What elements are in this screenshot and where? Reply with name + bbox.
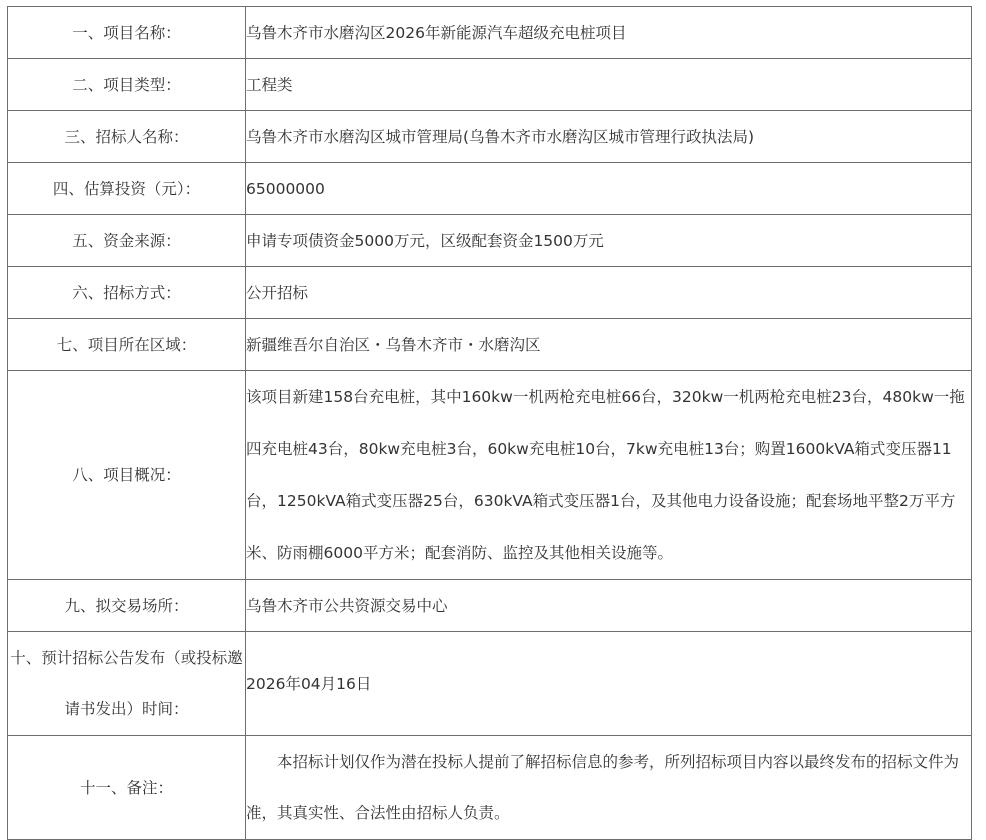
row-label: 一、项目名称： bbox=[8, 7, 246, 59]
row-value: 乌鲁木齐市水磨沟区城市管理局(乌鲁木齐市水磨沟区城市管理行政执法局) bbox=[246, 111, 972, 163]
row-value: 乌鲁木齐市公共资源交易中心 bbox=[246, 580, 972, 632]
row-label: 八、项目概况： bbox=[8, 371, 246, 580]
table-row-estimated-investment bbox=[8, 163, 972, 215]
table-row-tender-method bbox=[8, 267, 972, 319]
row-label: 六、招标方式： bbox=[8, 267, 246, 319]
table-row-trading-venue bbox=[8, 580, 972, 632]
row-label: 七、项目所在区域： bbox=[8, 319, 246, 371]
table-row-project-name bbox=[8, 7, 972, 59]
row-value: 乌鲁木齐市水磨沟区2026年新能源汽车超级充电桩项目 bbox=[246, 7, 972, 59]
row-value: 申请专项债资金5000万元，区级配套资金1500万元 bbox=[246, 215, 972, 267]
table-row-project-overview bbox=[8, 371, 972, 580]
tender-plan-table bbox=[7, 6, 972, 840]
row-label: 十一、备注： bbox=[8, 736, 246, 840]
table-row-remarks bbox=[8, 736, 972, 840]
row-label: 九、拟交易场所： bbox=[8, 580, 246, 632]
row-value: 该项目新建158台充电桩，其中160kw一机两枪充电桩66台，320kw一机两枪充电桩23台，480kw一拖四充电桩43台，80kw充电桩3台，60kw充电桩10台，7kw充电桩13台；购置1600kVA箱式变压器11台，1250kVA箱式变压器25台，630kVA箱式变压器1台，及其他电力设备设施；配套场地平整2万平方米、防雨棚6000平方米；配套消防、监控及其他相关设施等。 bbox=[246, 371, 972, 580]
row-label: 十、预计招标公告发布（或投标邀请书发出）时间： bbox=[8, 632, 246, 736]
row-label: 四、估算投资（元）： bbox=[8, 163, 246, 215]
table-row-tenderer-name bbox=[8, 111, 972, 163]
row-value: 工程类 bbox=[246, 59, 972, 111]
table-row-announcement-time bbox=[8, 632, 972, 736]
table-row-fund-source bbox=[8, 215, 972, 267]
row-label: 五、资金来源： bbox=[8, 215, 246, 267]
table-row-project-type bbox=[8, 59, 972, 111]
row-label: 三、招标人名称： bbox=[8, 111, 246, 163]
table-row-project-region bbox=[8, 319, 972, 371]
row-value: 本招标计划仅作为潜在投标人提前了解招标信息的参考，所列招标项目内容以最终发布的招标文件为准，其真实性、合法性由招标人负责。 bbox=[246, 736, 972, 840]
row-value: 新疆维吾尔自治区・乌鲁木齐市・水磨沟区 bbox=[246, 319, 972, 371]
row-value: 65000000 bbox=[246, 163, 972, 215]
row-value: 2026年04月16日 bbox=[246, 632, 972, 736]
row-value: 公开招标 bbox=[246, 267, 972, 319]
row-label: 二、项目类型： bbox=[8, 59, 246, 111]
